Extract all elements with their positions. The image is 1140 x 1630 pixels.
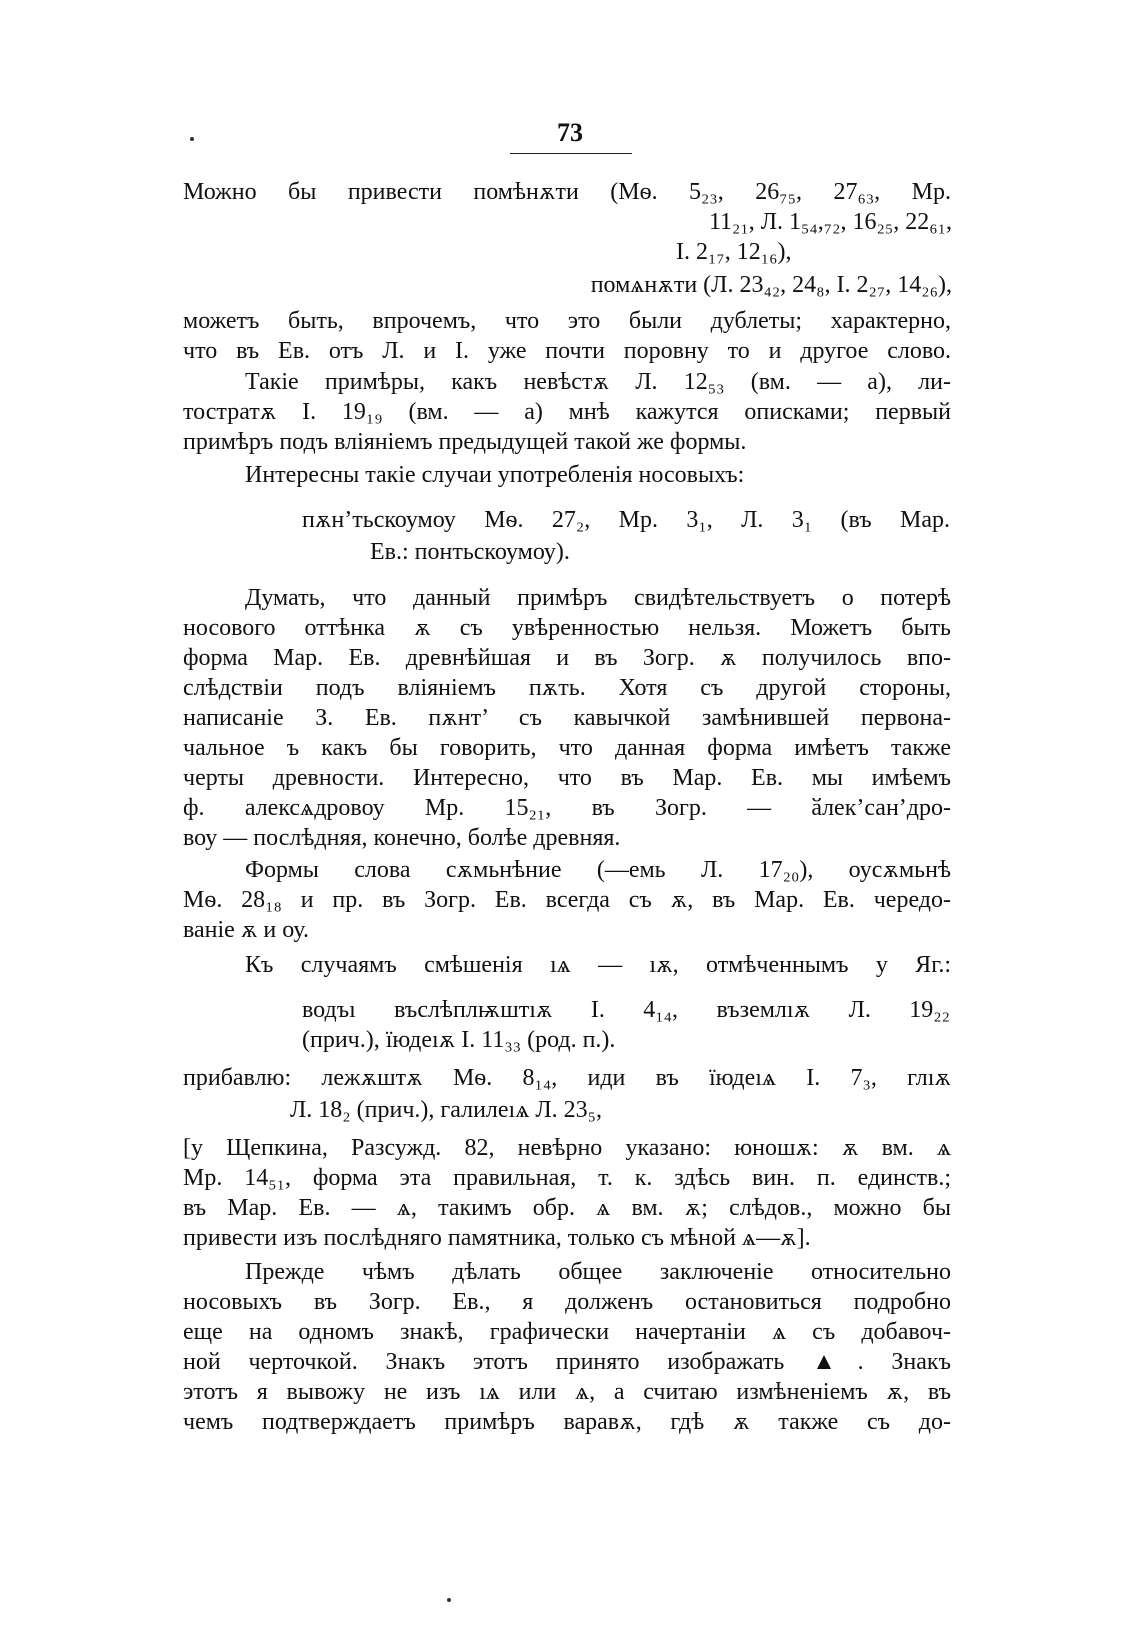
text-line: 11₂₁, Л. 1₅₄,₇₂, 16₂₅, 22₆₁, — [708, 209, 952, 235]
text-line: Такіе примѣры, какъ невѣстѫ Л. 12₅₃ (вм. — а), ли- — [245, 369, 951, 395]
text-line: носового оттѣнка ѫ съ увѣренностью нельзя. Можетъ быть — [183, 615, 951, 641]
text-line: Къ случаямъ смѣшенія ıѧ — ıѫ, отмѣченнымъ у Яг.: — [245, 952, 951, 978]
text-line: Ев.: понтьскоумоу). — [370, 539, 570, 565]
text-line: Прежде чѣмъ дѣлать общее заключеніе относительно — [245, 1259, 951, 1285]
text-line: чемъ подтверждаетъ примѣръ варавѫ, гдѣ ѫ также съ до- — [183, 1409, 951, 1435]
page-number: 73 — [557, 118, 583, 147]
text-line: еще на одномъ знакѣ, графически начертаніи ѧ съ добавоч- — [183, 1319, 951, 1345]
text-line: воу — послѣдняя, конечно, болѣе древняя. — [183, 825, 621, 851]
text-line: Интересны такіе случаи употребленія носовыхъ: — [245, 462, 745, 488]
text-line: прибавлю: лежѫштѫ Мѳ. 8₁₄, иди въ їюдеıѧ Ӏ. 7₃, глıѫ — [183, 1065, 951, 1091]
text-line: тостратѫ Ӏ. 19₁₉ (вм. — а) мнѣ кажутся описками; первый — [183, 399, 951, 425]
text-line: ваніе ѫ и оу. — [183, 917, 309, 943]
text-line: этотъ я вывожу не изъ ıѧ или ѧ, а считаю измѣненіемъ ѫ, въ — [183, 1379, 951, 1405]
text-line: Думать, что данный примѣръ свидѣтельствуетъ о потерѣ — [245, 585, 951, 611]
text-line: привести изъ послѣдняго памятника, только съ мѣной ѧ—ѫ]. — [183, 1225, 811, 1251]
text-line: Мр. 14₅₁, форма эта правильная, т. к. здѣсь вин. п. единств.; — [183, 1165, 951, 1191]
page-number-rule — [510, 153, 632, 154]
text-line: черты древности. Интересно, что въ Мар. Ев. мы имѣемъ — [183, 765, 951, 791]
text-line: Формы слова сѫмьнѣние (—емь Л. 17₂₀), оусѫмьнѣ — [245, 857, 951, 883]
text-line: ф. алексѧдровоу Мр. 15₂₁, въ Зогр. — ӑлек’сан’дро- — [183, 795, 951, 821]
text-line: Мѳ. 28₁₈ и пр. въ Зогр. Ев. всегда съ ѫ, въ Мар. Ев. чередо- — [183, 887, 951, 913]
text-line: слѣдствіи подъ вліяніемъ пѫть. Хотя съ другой стороны, — [183, 675, 951, 701]
text-line: (прич.), їюдеıѫ Ӏ. 11₃₃ (род. п.). — [302, 1027, 616, 1053]
text-line: пѫн’тьскоумоу Мѳ. 27₂, Мр. 3₁, Л. 3₁ (въ Мар. — [302, 507, 950, 533]
scan-speck — [447, 1598, 451, 1602]
text-line: Ӏ. 2₁₇, 12₁₆), — [676, 239, 792, 265]
text-line: Можно бы привести помѣнѫти (Мѳ. 5₂₃, 26₇₅, 27₆₃, Мр. — [183, 179, 951, 205]
text-line: носовыхъ въ Зогр. Ев., я долженъ остановиться подробно — [183, 1289, 951, 1315]
text-line: чальное ъ какъ бы говорить, что данная форма имѣетъ также — [183, 735, 951, 761]
text-line: Л. 18₂ (прич.), галилеıѧ Л. 23₅, — [290, 1097, 603, 1123]
text-line: написаніе З. Ев. пѫнт’ съ кавычкой замѣнившей первона- — [183, 705, 951, 731]
text-line: что въ Ев. отъ Л. и Ӏ. уже почти поровну то и другое слово. — [183, 338, 951, 364]
text-line: водъı въслѣплѭштıѫ Ӏ. 4₁₄, въземлıѫ Л. 19₂₂ — [302, 997, 950, 1023]
text-line: въ Мар. Ев. — ѧ, такимъ обр. ѧ вм. ѫ; слѣдов., можно бы — [183, 1195, 951, 1221]
scan-speck — [190, 137, 194, 141]
text-line: примѣръ подъ вліяніемъ предыдущей такой же формы. — [183, 429, 747, 455]
text-line: [у Щепкина, Разсужд. 82, невѣрно указано: юношѫ: ѫ вм. ѧ — [183, 1135, 951, 1161]
text-line: помѧнѫти (Л. 23₄₂, 24₈, Ӏ. 2₂₇, 14₂₆), — [590, 272, 952, 298]
text-line: ной черточкой. Знакъ этотъ принято изображать ▲. Знакъ — [183, 1349, 951, 1375]
text-line: форма Мар. Ев. древнѣйшая и въ Зогр. ѫ получилось впо- — [183, 645, 951, 671]
text-line: можетъ быть, впрочемъ, что это были дублеты; характерно, — [183, 308, 951, 334]
